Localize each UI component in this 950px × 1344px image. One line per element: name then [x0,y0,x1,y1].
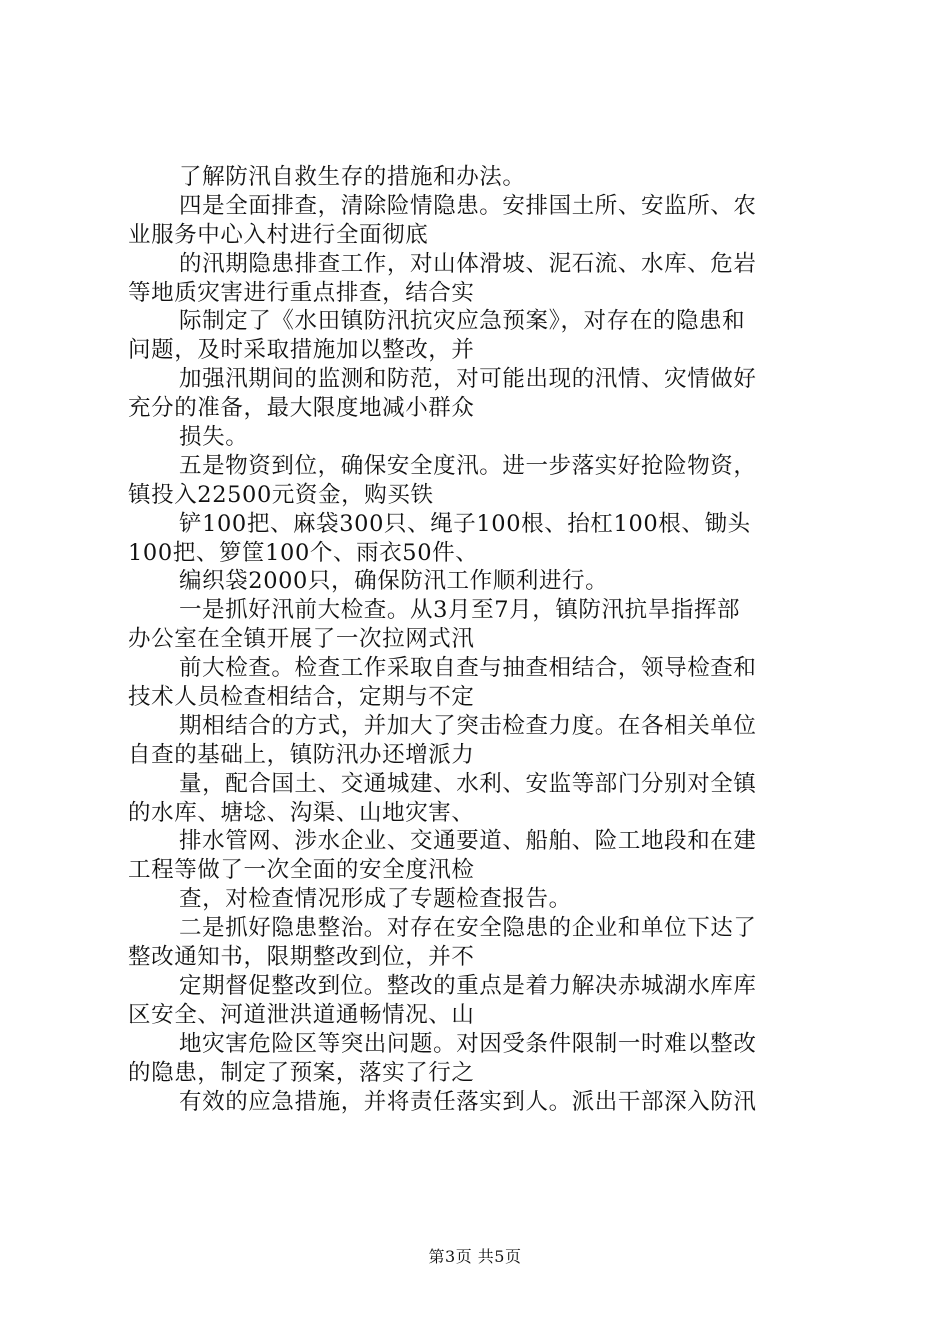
text-line: 的隐患，制定了预案，落实了行之 [128,1059,475,1086]
text-line: 办公室在全镇开展了一次拉网式汛 [128,626,475,653]
text-line: 有效的应急措施，并将责任落实到人。派出干部深入防汛 [179,1088,757,1115]
text-line: 工程等做了一次全面的安全度汛检 [128,857,475,884]
body-text [128,163,848,1116]
text-line: 技术人员检查相结合，定期与不定 [128,684,475,711]
text-line: 整改通知书，限期整改到位，并不 [128,944,475,971]
text-line: 二是抓好隐患整治。对存在安全隐患的企业和单位下达了 [179,915,757,942]
text-line: 五是物资到位，确保安全度汛。进一步落实好抢险物资， [179,452,757,479]
text-line: 100把、箩筐100个、雨衣50件、 [128,539,479,566]
text-line: 了解防汛自救生存的措施和办法。 [179,164,526,190]
text-line: 四是全面排查，清除险情隐患。安排国土所、安监所、农 [179,192,757,219]
text-line: 编织袋2000只，确保防汛工作顺利进行。 [179,568,609,595]
text-line: 量，配合国土、交通城建、水利、安监等部门分别对全镇 [179,770,757,797]
text-line: 等地质灾害进行重点排查，结合实 [128,279,475,306]
text-line: 际制定了《水田镇防汛抗灾应急预案》，对存在的隐患和 [179,308,746,335]
text-line: 的水库、塘埝、沟渠、山地灾害、 [128,799,475,826]
text-line: 前大检查。检查工作采取自查与抽查相结合，领导检查和 [179,655,757,682]
text-line: 业服务中心入村进行全面彻底 [128,221,429,248]
text-line: 的汛期隐患排查工作，对山体滑坡、泥石流、水库、危岩 [179,250,757,277]
text-line: 加强汛期间的监测和防范，对可能出现的汛情、灾情做好 [179,366,757,393]
page-footer: 第3页 共5页 [428,1247,522,1266]
text-line: 排水管网、涉水企业、交通要道、船舶、险工地段和在建 [179,828,757,855]
text-line: 区安全、河道泄洪道通畅情况、山 [128,1001,475,1028]
text-line: 自查的基础上，镇防汛办还增派力 [128,741,475,768]
text-line: 期相结合的方式，并加大了突击检查力度。在各相关单位 [179,712,757,739]
text-line: 充分的准备，最大限度地减小群众 [128,395,475,422]
text-line: 问题，及时采取措施加以整改，并 [128,337,475,364]
text-line: 查，对检查情况形成了专题检查报告。 [179,886,572,913]
text-line: 铲100把、麻袋300只、绳子100根、抬杠100根、锄头 [179,510,751,537]
text-line: 镇投入22500元资金，购买铁 [128,481,434,508]
text-line: 地灾害危险区等突出问题。对因受条件限制一时难以整改 [179,1030,757,1057]
text-line: 损失。 [179,424,249,451]
text-line: 定期督促整改到位。整改的重点是着力解决赤城湖水库库 [179,972,757,999]
text-line: 一是抓好汛前大检查。从3月至7月，镇防汛抗旱指挥部 [179,597,741,624]
